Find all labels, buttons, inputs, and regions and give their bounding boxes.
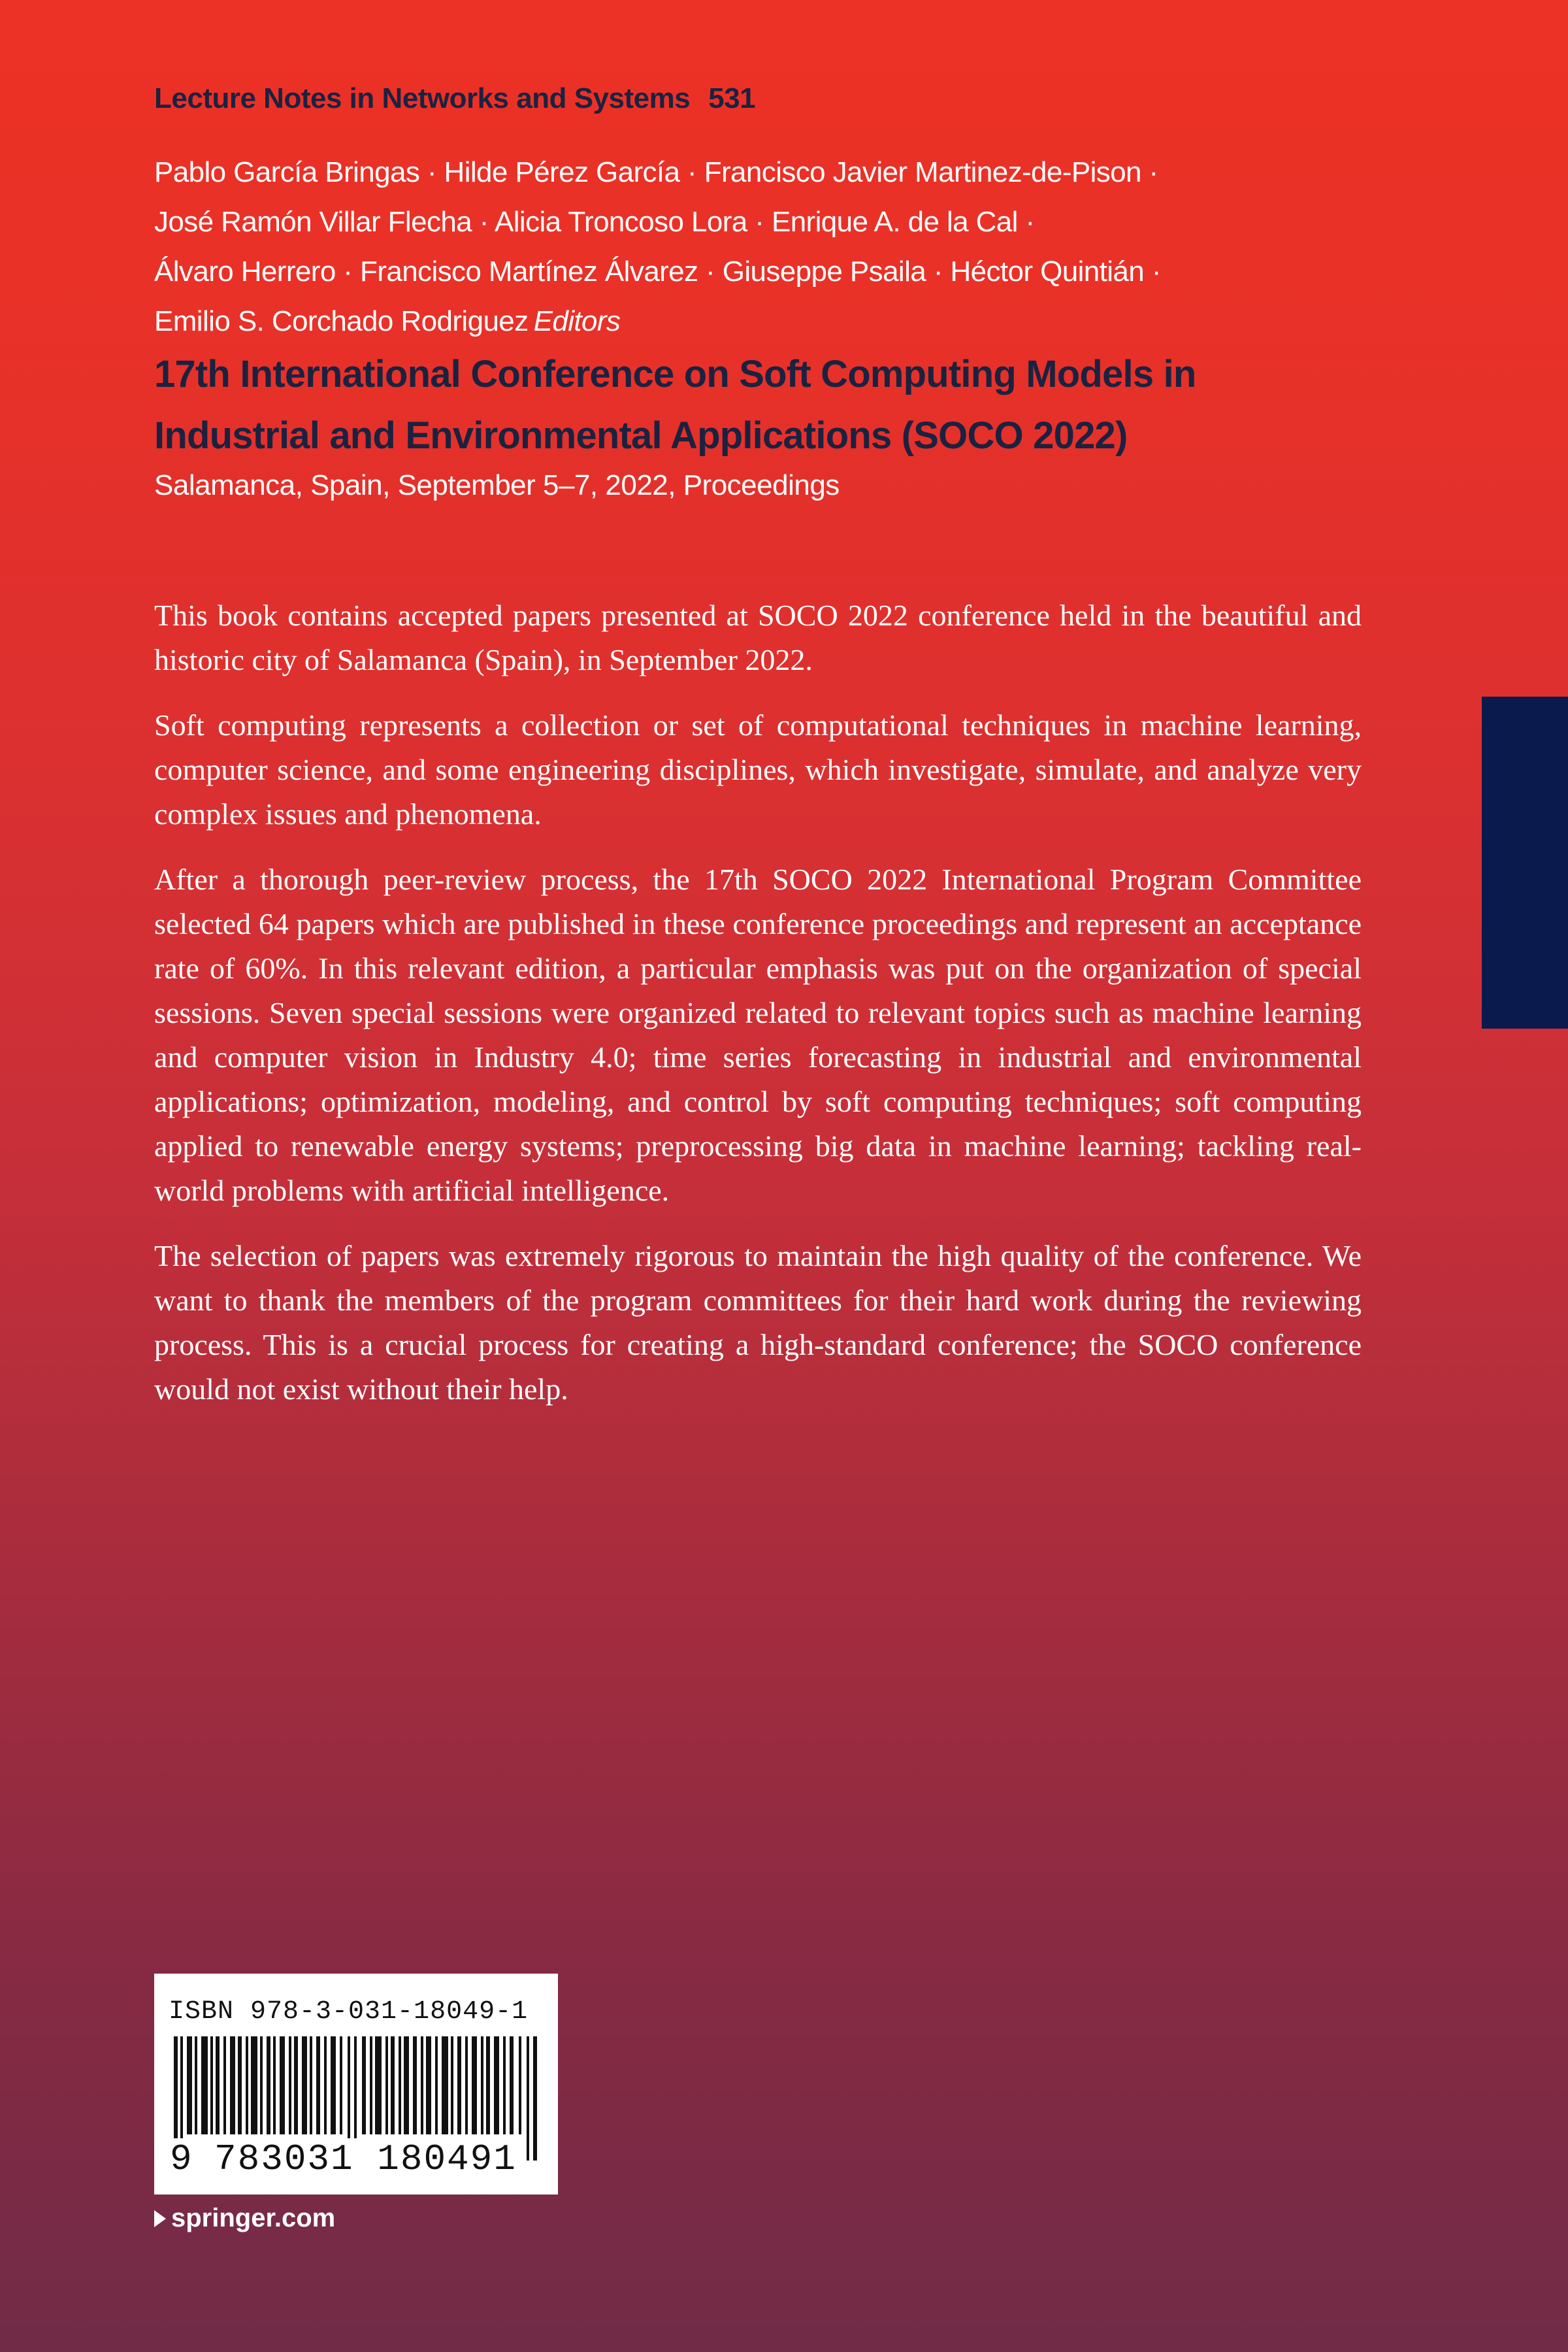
editors-line: Álvaro Herrero · Francisco Martínez Álvarez · Giuseppe Psaila · Héctor Quintián ·	[154, 256, 1161, 288]
book-subtitle: Salamanca, Spain, September 5–7, 2022, Proceedings	[154, 469, 840, 501]
barcode-digits: 783031 180491	[210, 2138, 521, 2180]
isbn-text: ISBN 978-3-031-18049-1	[169, 1997, 529, 2027]
book-title-line: 17th International Conference on Soft Computing Models in	[154, 353, 1196, 395]
description-paragraph: Soft computing represents a collection or set of computational techniques in machine learning, computer science, and some engineering disciplines, which investigate, simulate, and analyze very complex issues and phenomena.	[154, 708, 1362, 831]
description-paragraph: The selection of papers was extremely rigorous to maintain the high quality of the conference. We want to thank the members of the program committees for their hard work during the reviewing process. This is a crucial process for creating a high-standard conference; the SOCO conference would not exist without their help.	[154, 1239, 1362, 1406]
book-title-line: Industrial and Environmental Applications (SOCO 2022)	[154, 414, 1128, 457]
spine-color-tab	[1482, 697, 1568, 1029]
description-paragraph: This book contains accepted papers presented at SOCO 2022 conference held in the beautiful and historic city of Salamanca (Spain), in September 2022.	[154, 599, 1362, 676]
publisher-url: springer.com	[171, 2204, 336, 2232]
play-arrow-icon	[154, 2210, 166, 2227]
editors-line: Pablo García Bringas · Hilde Pérez García · Francisco Javier Martinez-de-Pison ·	[154, 156, 1158, 188]
description-paragraph: After a thorough peer-review process, the 17th SOCO 2022 International Program Committee selected 64 papers which are published in these conference proceedings and represent an acceptance rate of 60%. In this relevant edition, a particular emphasis was put on the organization of special sessions. Seven special sessions were organized related to relevant topics such as machine learning and computer vision in Industry 4.0; time series forecasting in industrial and environmental applications; optimization, modeling, and control by soft computing techniques; soft computing applied to renewable energy systems; preprocessing big data in machine learning; tackling real-world problems with artificial intelligence.	[154, 863, 1362, 1207]
series-name: Lecture Notes in Networks and Systems	[154, 82, 691, 114]
editors-line-last	[154, 297, 1396, 346]
editor-name: Emilio S. Corchado Rodriguez	[154, 305, 529, 337]
series-line	[154, 82, 755, 115]
isbn-barcode	[154, 1974, 558, 2195]
book-description	[154, 593, 1362, 1433]
series-volume: 531	[708, 82, 756, 114]
barcode-lead-digit: 9	[167, 2138, 195, 2180]
publisher-link[interactable]	[154, 2204, 335, 2233]
editors-label: Editors	[533, 305, 621, 337]
book-title	[154, 344, 1396, 467]
editors-line: José Ramón Villar Flecha · Alicia Troncoso Lora · Enrique A. de la Cal ·	[154, 206, 1035, 238]
editors-list	[154, 148, 1396, 346]
